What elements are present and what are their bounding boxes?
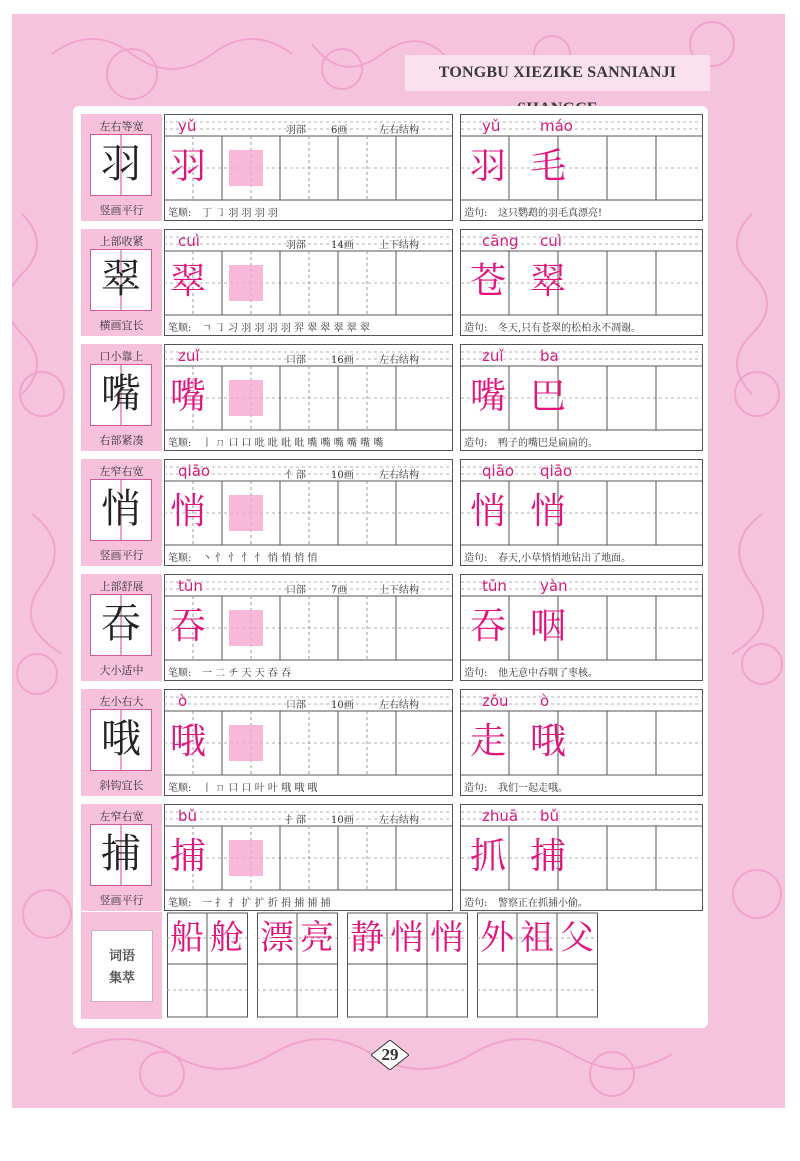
word-pinyin-1: cāng [482,232,519,250]
top-tip: 左右等宽 [99,120,144,133]
trace-char: 羽 [170,146,207,187]
page-header-title: TONGBU XIEZIKE SANNIANJI [405,55,710,91]
char-entry [81,229,703,336]
char-shadow [229,495,263,531]
stroke-count: 10画 [331,700,354,711]
word-pinyin-2: cuì [540,232,562,250]
model-char: 翠 [101,256,141,302]
ciyu-char: 悄 [430,918,464,958]
word-char-2: 巴 [530,376,567,417]
char-pinyin: cuì [178,232,200,250]
model-char-box [90,824,152,886]
radical: 忄部 [286,470,306,481]
word-pinyin-1: yǔ [482,117,501,135]
char-pinyin: yǔ [178,117,197,135]
stroke-order: 丶 忄 忄 忄 忄 悄 悄 悄 悄 [202,553,318,564]
bottom-tip: 竖画平行 [99,894,144,907]
word-char-1: 抓 [470,836,507,877]
stroke-order-label: 笔顺: [168,553,192,564]
word-pinyin-1: tūn [482,577,507,595]
word-pinyin-1: zǒu [482,692,509,710]
char-entry [81,114,703,221]
char-shadow [229,380,263,416]
ciyu-char: 外 [480,918,514,958]
char-shadow [229,610,263,646]
model-char-box [90,364,152,426]
char-pinyin: bǔ [178,807,198,825]
stroke-order-label: 笔顺: [168,898,192,909]
structure: 左右结构 [379,125,419,136]
sentence: 我们一起走哦。 [498,783,568,794]
stroke-count: 10画 [331,470,354,481]
radical: 羽部 [286,240,306,251]
bottom-tip: 大小适中 [99,664,144,677]
trace-char: 翠 [170,261,207,302]
char-shadow [229,265,263,301]
bottom-tip: 竖画平行 [99,549,144,562]
stroke-count: 16画 [331,355,354,366]
stroke-order: 一 扌 扌 扩 扩 折 捐 捕 捕 捕 [202,898,331,909]
sentence-label: 造句: [464,208,488,219]
top-tip: 左窄右宽 [99,810,144,823]
ciyu-char: 悄 [390,918,424,958]
char-entry [81,689,703,796]
stroke-order: ㄱ ㇆ 习 羽 羽 羽 羽 羿 翠 翠 翠 翠 翠 [202,323,370,334]
trace-char: 哦 [170,721,207,762]
char-shadow [229,725,263,761]
sentence-label: 造句: [464,553,488,564]
word-pinyin-1: zuǐ [482,347,504,365]
structure: 上下结构 [379,240,419,251]
char-label-block [81,114,162,221]
char-label-block [81,574,162,681]
char-entry [81,459,703,566]
radical: 羽部 [286,125,306,136]
ciyu-char: 静 [350,918,384,958]
char-label-block [81,459,162,566]
practice-grid [164,804,703,911]
structure: 左右结构 [379,355,419,366]
sentence: 他无意中吞咽了枣核。 [498,668,598,679]
stroke-order-label: 笔顺: [168,438,192,449]
word-char-2: 悄 [530,491,567,532]
model-char-box [90,594,152,656]
word-pinyin-2: qiāo [540,462,573,480]
word-pinyin-2: máo [540,117,573,135]
bottom-tip: 竖画平行 [99,204,144,217]
model-char: 羽 [101,141,141,187]
structure: 左右结构 [379,815,419,826]
model-char: 哦 [101,716,141,762]
ciyu-char: 漂 [260,918,294,958]
practice-grid [164,344,703,451]
sentence: 这只鹦鹉的羽毛真漂亮! [498,208,603,219]
char-shadow [229,840,263,876]
page-number-badge [371,1040,409,1070]
char-pinyin: tūn [178,577,203,595]
model-char: 悄 [101,486,141,532]
word-char-1: 吞 [470,606,507,647]
stroke-count: 14画 [331,240,354,251]
ciyu-badge-line1: 词语 [108,949,135,964]
word-char-1: 走 [470,721,507,762]
stroke-order-label: 笔顺: [168,783,192,794]
word-char-2: 哦 [530,721,567,762]
sentence: 警察正在抓捕小偷。 [498,898,588,909]
practice-grid [164,689,703,796]
model-char-box [90,249,152,311]
ciyu-char: 亮 [300,918,334,958]
structure: 左右结构 [379,700,419,711]
radical: 口部 [286,585,306,596]
word-char-1: 嘴 [470,376,507,417]
word-char-1: 悄 [470,491,507,532]
word-char-2: 咽 [530,606,567,647]
stroke-order-label: 笔顺: [168,323,192,334]
word-char-2: 毛 [530,146,567,187]
char-entry [81,574,703,681]
char-shadow [229,150,263,186]
word-pinyin-2: ba [540,347,559,365]
char-label-block [81,689,162,796]
char-pinyin: ò [178,692,188,710]
word-pinyin-2: yàn [540,577,568,595]
sentence: 冬天,只有苍翠的松柏永不凋谢。 [498,323,642,334]
bottom-tip: 右部紧凑 [99,434,144,447]
ciyu-badge-line2: 集萃 [108,971,135,986]
model-char: 嘴 [101,371,141,417]
structure: 左右结构 [379,470,419,481]
ciyu-char: 祖 [520,918,554,958]
stroke-order: 一 二 チ 天 天 吞 吞 [202,668,292,679]
stroke-order: 丨 ㄇ 口 口 叶 叶 哦 哦 哦 [202,783,318,794]
stroke-order-label: 笔顺: [168,668,192,679]
char-label-block [81,229,162,336]
model-char-box [90,134,152,196]
radical: 口部 [286,355,306,366]
radical: 口部 [286,700,306,711]
top-tip: 口小靠上 [99,350,144,363]
char-entry [81,804,703,911]
model-char: 捕 [101,831,141,877]
trace-char: 嘴 [170,376,207,417]
bottom-tip: 斜钩宜长 [99,779,144,792]
sentence: 鸭子的嘴巴是扁扁的。 [498,438,598,449]
word-char-1: 羽 [470,146,507,187]
stroke-count: 7画 [331,585,348,596]
trace-char: 悄 [170,491,207,532]
stroke-order-label: 笔顺: [168,208,192,219]
page-number: 29 [381,1045,399,1064]
char-label-block [81,804,162,911]
word-pinyin-2: bǔ [540,807,560,825]
top-tip: 上部收紧 [99,235,144,248]
ciyu-char: 船 [170,918,204,958]
sentence-label: 造句: [464,438,488,449]
radical: 扌部 [286,815,306,826]
practice-grid [164,229,703,336]
stroke-count: 10画 [331,815,354,826]
stroke-count: 6画 [331,125,348,136]
model-char-box [90,709,152,771]
char-pinyin: zuǐ [178,347,200,365]
stroke-order: 丁 ㇆ 羽 羽 羽 羽 [202,208,278,219]
word-pinyin-2: ò [540,692,550,710]
ciyu-char: 父 [560,918,594,958]
practice-grid [164,574,703,681]
char-entry [81,344,703,451]
top-tip: 左小右大 [99,695,144,708]
bottom-tip: 横画宜长 [99,319,144,332]
word-char-1: 苍 [470,261,507,302]
char-label-block [81,344,162,451]
top-tip: 左窄右宽 [99,465,144,478]
top-tip: 上部舒展 [99,580,144,593]
word-pinyin-1: qiāo [482,462,515,480]
char-pinyin: qiāo [178,462,211,480]
sentence-label: 造句: [464,898,488,909]
trace-char: 捕 [170,836,207,877]
stroke-order: 丨 ㄇ 口 口 吡 吡 吡 吡 嘴 嘴 嘴 嘴 嘴 嘴 [202,438,384,449]
trace-char: 吞 [170,606,207,647]
sentence-label: 造句: [464,323,488,334]
word-pinyin-1: zhuā [482,807,519,825]
sentence-label: 造句: [464,668,488,679]
sentence: 春天,小草悄悄地钻出了地面。 [498,553,632,564]
ciyu-char: 舱 [210,918,244,958]
sentence-label: 造句: [464,783,488,794]
word-char-2: 捕 [530,836,567,877]
practice-grid [164,459,703,566]
structure: 上下结构 [379,585,419,596]
ciyu-section [81,912,703,1019]
practice-grid [164,114,703,221]
model-char-box [90,479,152,541]
word-char-2: 翠 [530,261,567,302]
model-char: 吞 [101,601,141,647]
